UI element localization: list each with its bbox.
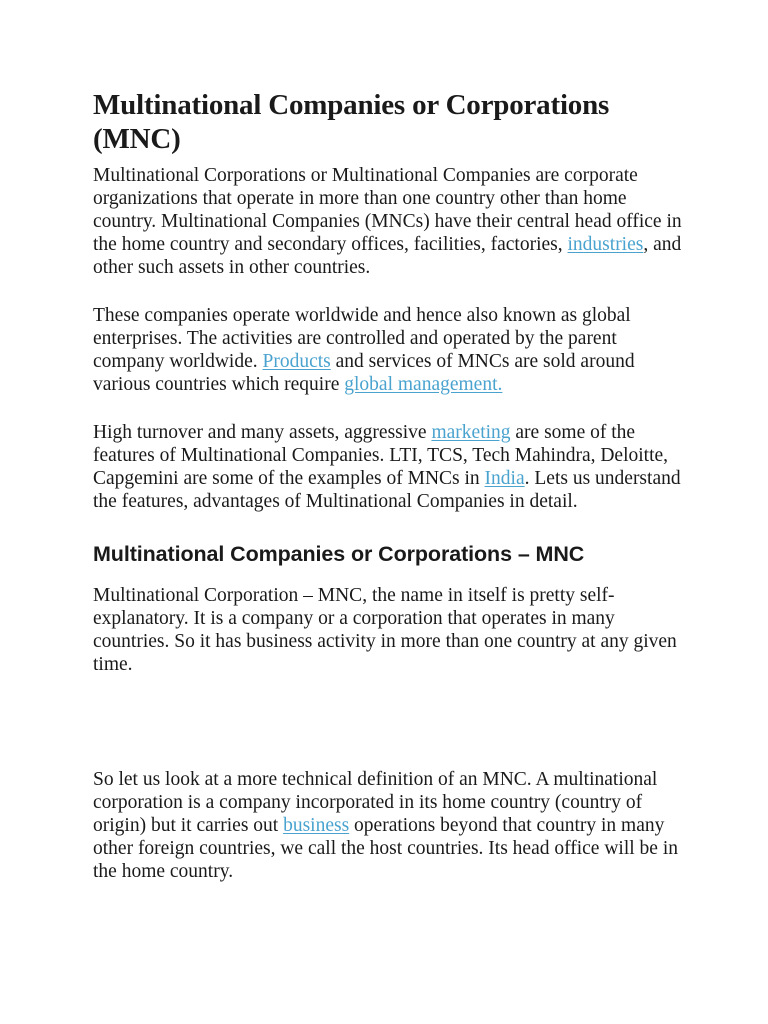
paragraph-definition: Multinational Corporation – MNC, the name in itself is pretty self-explanatory. It is a company or a corporation that operates in many countries. So it has business activity in more than one country at any given time. [93, 585, 677, 675]
link-india[interactable]: India [484, 468, 525, 489]
document-page [93, 88, 693, 883]
link-business[interactable]: business [283, 815, 350, 836]
paragraph-text: High turnover and many assets, aggressive [93, 422, 432, 443]
section-heading: Multinational Companies or Corporations – MNC [93, 542, 585, 566]
link-marketing[interactable]: marketing [431, 422, 511, 443]
link-products[interactable]: Products [262, 351, 331, 372]
link-industries[interactable]: industries [567, 234, 644, 255]
paragraph-global [93, 304, 693, 396]
paragraph-text: and services of MNCs are sold around various countries which require [93, 351, 635, 395]
paragraph-text: , and other such assets in other countries. [93, 234, 682, 278]
paragraph-text: Multinational Corporations or Multinational Companies are corporate organizations that operate in more than one country other than home country. Multinational Companies (MNCs) have their central head office in the home country and secondary offices, facilities, factories, [93, 165, 682, 255]
paragraph-text: operations beyond that country in many other foreign countries, we call the host countries. Its head office will be in the home country. [93, 815, 678, 882]
paragraph-intro [93, 164, 693, 279]
paragraph-text: These companies operate worldwide and hence also known as global enterprises. The activities are controlled and operated by the parent company worldwide. [93, 305, 631, 372]
page-title: Multinational Companies or Corporations (MNC) [93, 89, 610, 155]
paragraph-text: are some of the features of Multinational Companies. LTI, TCS, Tech Mahindra, Deloitte, Capgemini are some of the examples of MNCs in [93, 422, 669, 489]
link-global-management[interactable]: global management. [344, 374, 503, 395]
paragraph-text: . Lets us understand the features, advantages of Multinational Companies in detail. [93, 468, 681, 512]
paragraph-text: So let us look at a more technical definition of an MNC. A multinational corporation is a company incorporated in its home country (country of origin) but it carries out [93, 769, 658, 836]
paragraph-technical-definition [93, 768, 693, 883]
paragraph-features [93, 421, 693, 513]
